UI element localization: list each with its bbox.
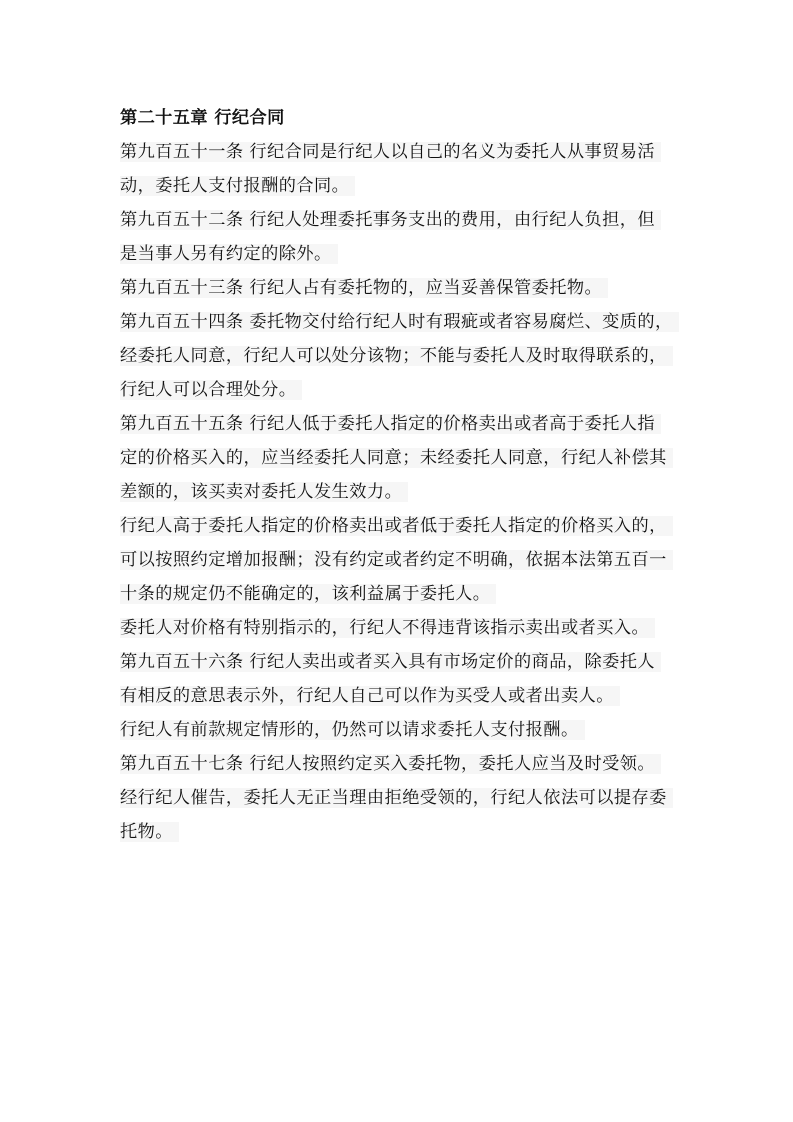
chapter-title: 第二十五章 行纪合同 <box>120 108 285 128</box>
text-line: 十条的规定仍不能确定的，该利益属于委托人。 <box>120 579 680 613</box>
text-line: 差额的，该买卖对委托人发生效力。 <box>120 477 680 511</box>
text-line: 动，委托人支付报酬的合同。 <box>120 171 680 205</box>
text-line: 行纪人可以合理处分。 <box>120 375 680 409</box>
text-line: 行纪人有前款规定情形的，仍然可以请求委托人支付报酬。 <box>120 715 680 749</box>
text-line: 第九百五十五条 行纪人低于委托人指定的价格卖出或者高于委托人指 <box>120 409 680 443</box>
text-line: 有相反的意思表示外，行纪人自己可以作为买受人或者出卖人。 <box>120 681 680 715</box>
text-line: 第九百五十三条 行纪人占有委托物的，应当妥善保管委托物。 <box>120 273 680 307</box>
text-line: 第九百五十一条 行纪合同是行纪人以自己的名义为委托人从事贸易活 <box>120 137 680 171</box>
text-line: 行纪人高于委托人指定的价格卖出或者低于委托人指定的价格买入的， <box>120 511 680 545</box>
text-line: 第九百五十四条 委托物交付给行纪人时有瑕疵或者容易腐烂、变质的， <box>120 307 680 341</box>
text-line: 第九百五十二条 行纪人处理委托事务支出的费用，由行纪人负担，但 <box>120 205 680 239</box>
text-line: 第九百五十七条 行纪人按照约定买入委托物，委托人应当及时受领。 <box>120 749 680 783</box>
text-line: 经行纪人催告，委托人无正当理由拒绝受领的，行纪人依法可以提存委 <box>120 783 680 817</box>
text-line: 定的价格买入的，应当经委托人同意；未经委托人同意，行纪人补偿其 <box>120 443 680 477</box>
document-body <box>120 103 680 851</box>
text-line: 是当事人另有约定的除外。 <box>120 239 680 273</box>
text-line: 托物。 <box>120 817 680 851</box>
text-line: 第九百五十六条 行纪人卖出或者买入具有市场定价的商品，除委托人 <box>120 647 680 681</box>
text-line: 委托人对价格有特别指示的，行纪人不得违背该指示卖出或者买入。 <box>120 613 680 647</box>
text-line: 可以按照约定增加报酬；没有约定或者约定不明确，依据本法第五百一 <box>120 545 680 579</box>
text-line: 经委托人同意，行纪人可以处分该物；不能与委托人及时取得联系的， <box>120 341 680 375</box>
